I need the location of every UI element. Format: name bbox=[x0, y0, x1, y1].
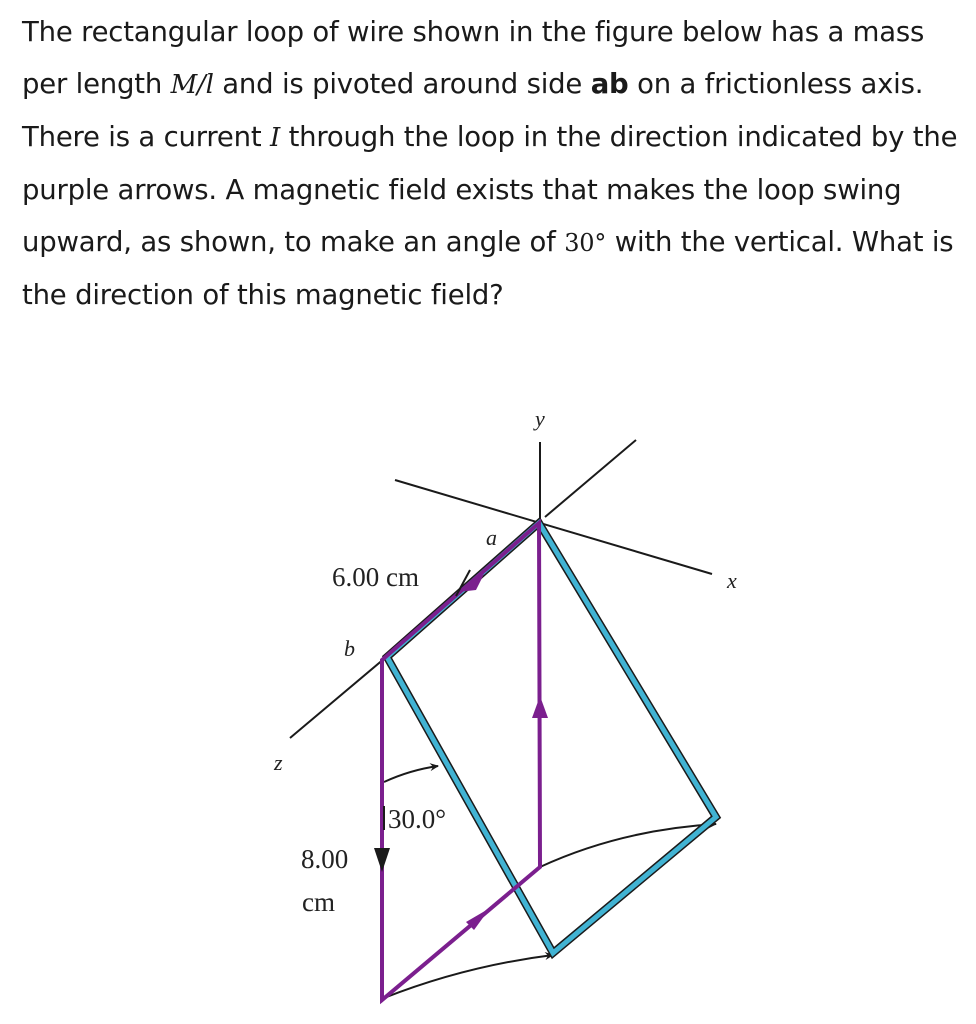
y-axis-label: y bbox=[535, 406, 545, 431]
current-arrow-up bbox=[532, 696, 548, 718]
swing-arc-upper bbox=[540, 824, 716, 867]
point-b-label: b bbox=[344, 636, 355, 661]
width-dimension-label: 6.00 cm bbox=[332, 562, 419, 592]
mass-per-length-symbol: M/l bbox=[170, 70, 214, 100]
current-symbol: I bbox=[269, 123, 281, 153]
question-text-2: and is pivoted around side bbox=[213, 68, 591, 100]
z-axis-line-upper bbox=[545, 440, 636, 517]
x-axis-line bbox=[395, 480, 712, 574]
current-arrow-down bbox=[374, 848, 390, 872]
length-dimension-unit: cm bbox=[302, 887, 335, 917]
question-text-3: on a frictionless axis. There is a current bbox=[22, 68, 924, 153]
x-axis-label: x bbox=[727, 568, 737, 593]
question-text-1: The rectangular loop of wire shown in the figure below has a mass per length bbox=[22, 16, 925, 100]
question-text-4: through the loop in the direction indicated by the purple arrows. A magnetic field exists that makes the loop swing upward, as shown, to make an angle of bbox=[22, 121, 958, 258]
z-axis-label: z bbox=[274, 750, 283, 775]
question-text-5: with the vertical. What is the direction of this magnetic field? bbox=[22, 226, 954, 311]
z-axis-line-lower bbox=[290, 658, 385, 738]
point-a-label: a bbox=[486, 525, 497, 550]
pivot-side-label: ab bbox=[590, 68, 629, 100]
angle-value: 30° bbox=[564, 229, 607, 257]
angle-arc bbox=[384, 766, 438, 782]
angle-label: 30.0° bbox=[388, 804, 447, 834]
length-dimension-value: 8.00 bbox=[301, 844, 349, 874]
